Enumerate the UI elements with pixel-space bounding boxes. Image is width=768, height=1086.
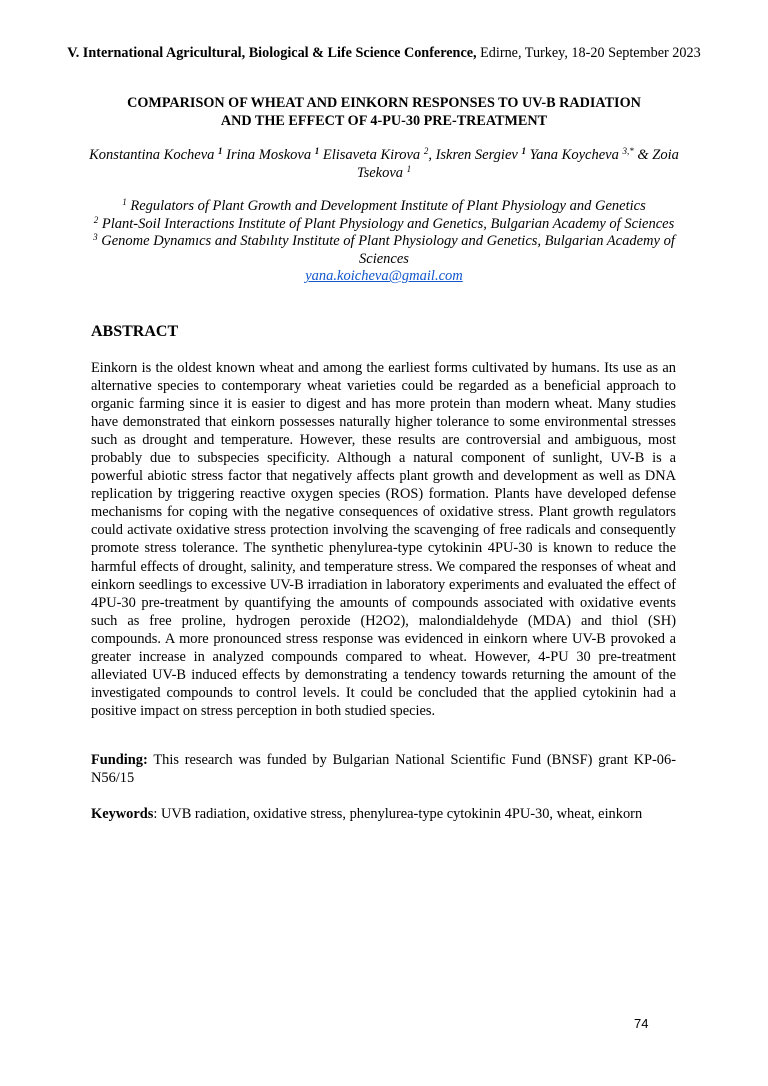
affiliation-mark: 2: [93, 214, 99, 225]
conference-header: [0, 45, 768, 62]
author-affiliation-mark: 3,*: [622, 146, 634, 156]
author-name: Irina Moskova: [226, 147, 312, 163]
author-name: Iskren Sergiev: [435, 147, 518, 163]
author-name: Zoia Tsekova: [356, 147, 679, 181]
author-affiliation-mark: 1: [406, 164, 412, 174]
funding-text: This research was funded by Bulgarian National Scientific Fund (BNSF) grant KP-06-N56/15: [91, 752, 676, 787]
author-affiliation-mark: 1: [218, 146, 223, 156]
affiliation-text: Genome Dynamıcs and Stabılıty Institute of Plant Physiology and Genetics, Bulgarian Academy of Sciences: [101, 233, 675, 267]
author-name: Elisaveta Kirova: [322, 147, 421, 163]
keywords-section: [91, 805, 676, 823]
affiliation-item: [90, 233, 678, 268]
affiliation-mark: 3: [93, 232, 98, 243]
conference-name: V. International Agricultural, Biological & Life Science Conference,: [67, 45, 477, 61]
title-line-1: COMPARISON OF WHEAT AND EINKORN RESPONSES TO UV-B RADIATION: [127, 95, 641, 111]
affiliation-text: Plant-Soil Interactions Institute of Plant Physiology and Genetics, Bulgarian Academy of Sciences: [101, 215, 675, 232]
affiliation-text: Regulators of Plant Growth and Development Institute of Plant Physiology and Genetics: [130, 198, 646, 214]
contact-email-link[interactable]: yana.koicheva@gmail.com: [305, 268, 463, 285]
affiliation-item: [90, 216, 678, 234]
affiliation-item: [90, 198, 678, 216]
author-affiliation-mark: 2: [423, 146, 429, 156]
abstract-heading: ABSTRACT: [91, 323, 179, 340]
author-separator: ,: [428, 147, 436, 163]
abstract-body: Einkorn is the oldest known wheat and among the earliest forms cultivated by humans. Its use as an alternative species to contemporary wheat varieties could be regarded as a beneficial approach to organic farming since it is easier to digest and has more protein than modern wheat. Many studies have demonstrated that einkorn possesses naturally higher tolerance to some environmental stresses such as drought and temperature. However, these results are controversial and ambiguous, most probably due to subspecies specificity. Although a natural component of sunlight, UV-B is a powerful abiotic stress factor that negatively affects plant growth and development as well as DNA replication by triggering reactive oxygen species (ROS) formation. Plants have developed defense mechanisms for coping with the negative consequences of oxidative stress. Plant growth regulators could activate oxidative stress protection involving the scavenging of free radicals and consequently promote stress tolerance. The synthetic phenylurea-type cytokinin 4PU-30 is known to reduce the harmful effects of drought, salinity, and temperature stress. We compared the responses of wheat and einkorn seedlings to excessive UV-B irradiation in laboratory experiments and evaluated the effect of 4PU-30 pre-treatment by quantifying the amounts of compounds associated with oxidative events such as free proline, hydrogen peroxide (H2O2), malondialdehyde (MDA) and thiol (SH) compounds. A more pronounced stress response was evidenced in einkorn where UV-B provoked a greater increase in analyzed compounds compared to wheat. However, 4-PU 30 pre-treatment alleviated UV-B induced effects by demonstrating a tendency towards returning the amount of the investigated compounds to control levels. It could be concluded that the applied cytokinin had a positive impact on stress perception in both studied species.: [91, 360, 676, 719]
page-number: 74: [634, 1016, 649, 1031]
author-separator: &: [633, 147, 653, 163]
funding-label: Funding:: [91, 752, 148, 768]
author-name: Konstantina Kocheva: [89, 147, 215, 163]
author-list: [80, 146, 688, 182]
affiliation-mark: 1: [122, 197, 127, 207]
conference-location-date: Edirne, Turkey, 18-20 September 2023: [476, 45, 701, 61]
keywords-text: : UVB radiation, oxidative stress, phenylurea-type cytokinin 4PU-30, wheat, einkorn: [153, 806, 643, 822]
author-affiliation-mark: 1: [521, 146, 526, 156]
author-name: Yana Koycheva: [529, 147, 619, 163]
keywords-label: Keywords: [91, 806, 154, 822]
title-line-2: AND THE EFFECT OF 4-PU-30 PRE-TREATMENT: [220, 113, 548, 129]
author-affiliation-mark: 1: [314, 146, 320, 156]
paper-title: [60, 94, 708, 130]
affiliations: [90, 198, 678, 286]
funding-statement: [91, 751, 676, 787]
